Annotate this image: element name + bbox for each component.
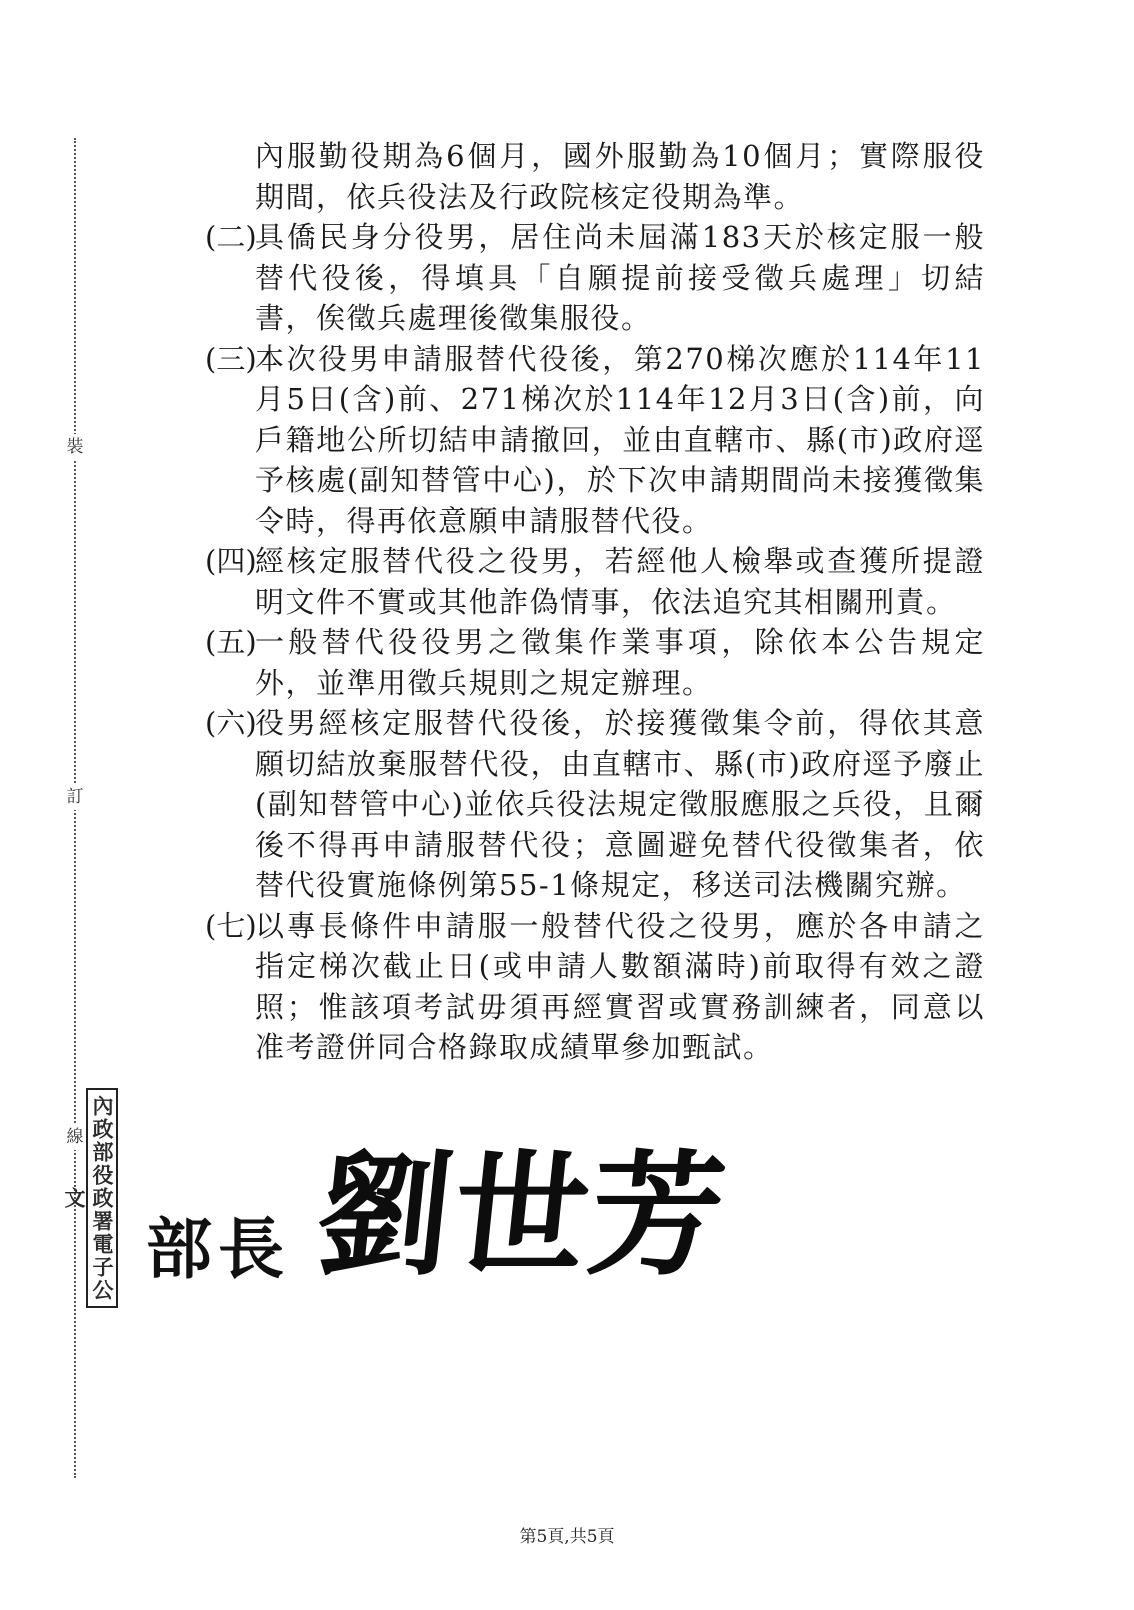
official-stamp: 內政部役政署電子公文 — [86, 1088, 118, 1308]
binding-mark-xian: 線 — [62, 1124, 88, 1150]
item-text: 具僑民身分役男，居住尚未屆滿183天於核定服一般替代役後，得填具「自願提前接受徵兵處理」切結書，俟徵兵處理後徵集服役。 — [255, 220, 985, 335]
binding-mark-zhuang: 裝 — [62, 434, 88, 460]
item-number: (二) — [205, 220, 257, 254]
item-number: (七) — [205, 908, 257, 943]
item-text: 役男經核定服替代役後，於接獲徵集令前，得依其意願切結放棄服替代役，由直轄市、縣(市)政府逕予廢止(副知替管中心)並依兵役法規定徵服應服之兵役，且爾後不得再申請服替代役；意圖避免替代役徵集者，依替代役實施條例第55-1條規定，移送司法機關究辦。 — [255, 706, 985, 902]
signature-name: 劉世芳 — [309, 1136, 735, 1294]
binding-mark-ding: 訂 — [62, 784, 88, 810]
item-number: (四) — [205, 544, 257, 578]
item-text: 一般替代役役男之徵集作業事項，除依本公告規定外，並準用徵兵規則之規定辦理。 — [255, 625, 985, 700]
list-item — [205, 339, 985, 542]
list-item — [205, 906, 985, 1068]
item-text: 以專長條件申請服一般替代役之役男，應於各申請之指定梯次截止日(或申請人數額滿時)前取得有效之證照；惟該項考試毋須再經實習或實務訓練者，同意以准考證併同合格錄取成績單參加甄試。 — [255, 908, 985, 1064]
list-item — [205, 541, 985, 622]
intro-paragraph: 內服勤役期為6個月，國外服勤為10個月；實際服役期間，依兵役法及行政院核定役期為準。 — [255, 139, 985, 214]
page-footer: 第5頁,共5頁 — [519, 1527, 615, 1547]
item-number: (六) — [205, 706, 257, 740]
item-number: (五) — [205, 625, 257, 659]
signature-title: 部長 — [146, 1210, 290, 1288]
item-text: 經核定服替代役之役男，若經他人檢舉或查獲所提證明文件不實或其他詐偽情事，依法追究其相關刑責。 — [255, 544, 985, 619]
list-item — [205, 217, 985, 339]
announcement-body — [205, 136, 985, 1068]
item-number: (三) — [205, 341, 257, 376]
list-item — [205, 703, 985, 906]
item-text: 本次役男申請服替代役後，第270梯次應於114年11月5日(含)前、271梯次於114年12月3日(含)前，向戶籍地公所切結申請撤回，並由直轄市、縣(市)政府逕予核處(副知替管中心)，於下次申請期間尚未接獲徵集令時，得再依意願申請服替代役。 — [255, 341, 985, 538]
list-item — [205, 622, 985, 703]
